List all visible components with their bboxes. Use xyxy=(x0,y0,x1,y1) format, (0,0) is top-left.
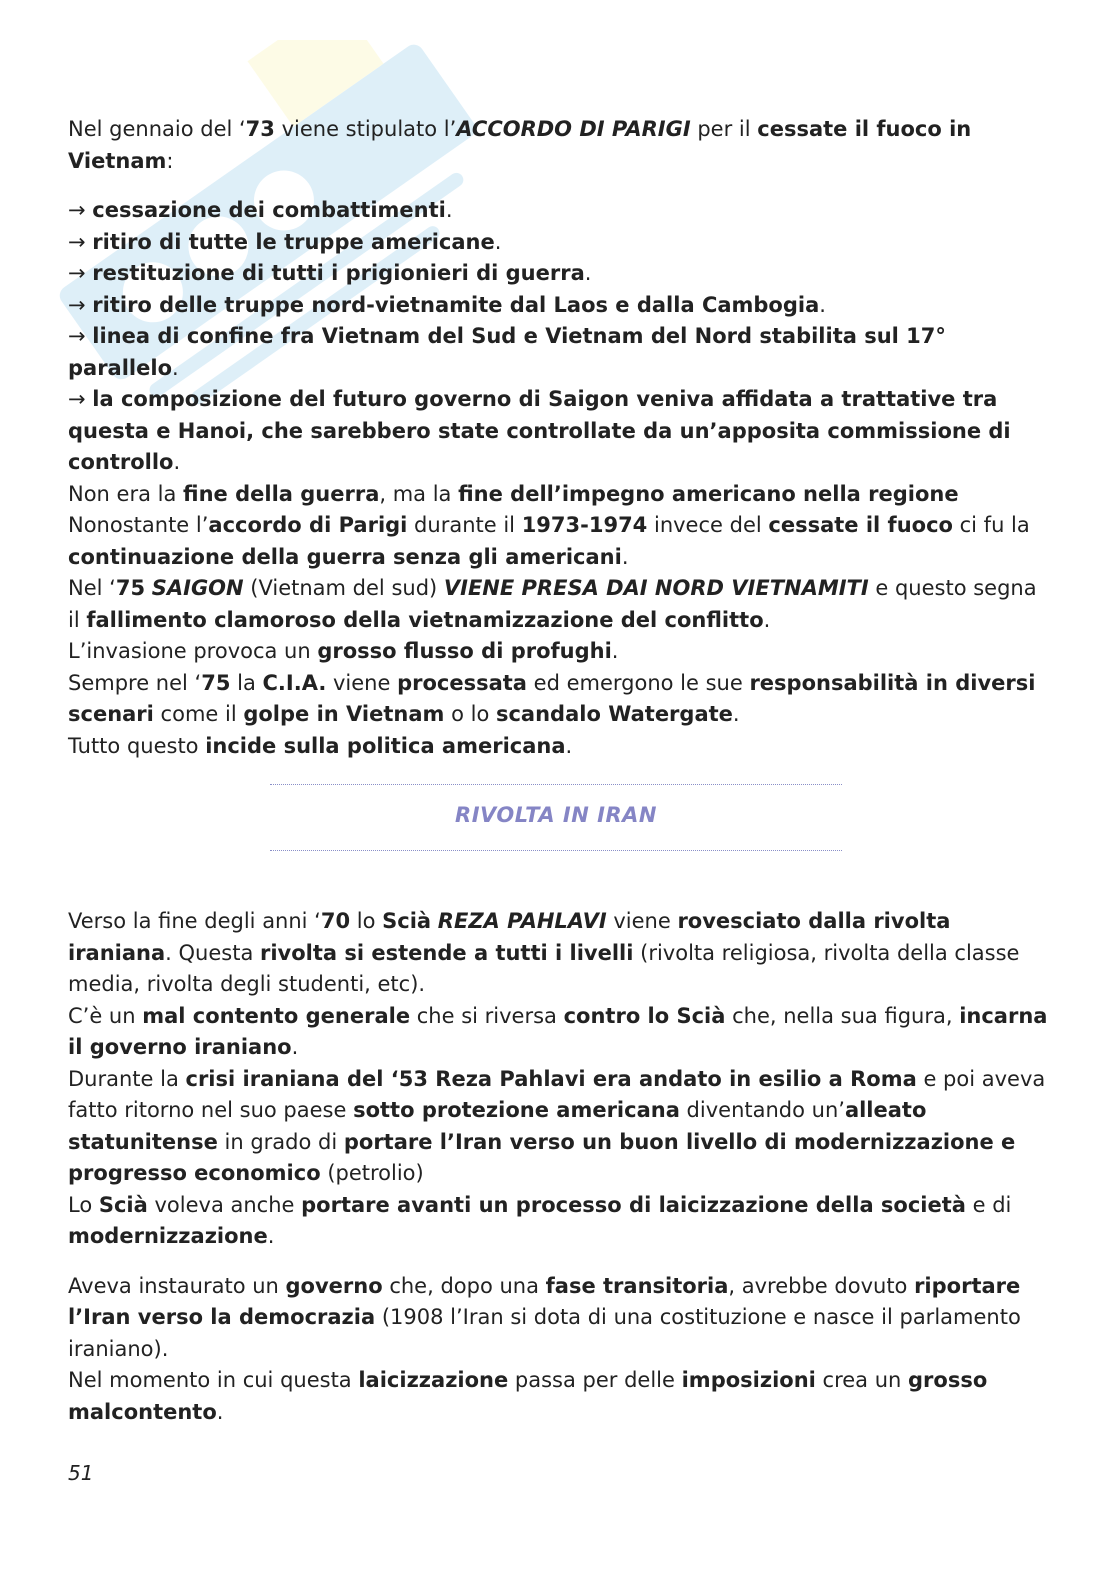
bullet-item: → linea di confine fra Vietnam del Sud e Vietnam del Nord stabilita sul 17° parallelo. xyxy=(68,324,946,380)
page-content xyxy=(68,114,1048,1428)
bullet-list xyxy=(68,195,1048,479)
bullet-item: → restituzione di tutti i prigionieri di guerra. xyxy=(68,261,592,285)
bullet-item: → la composizione del futuro governo di Saigon veniva affidata a trattative tra questa e Hanoi, che sarebbero state controllate da un’apposita commissione di controllo. xyxy=(68,387,1011,474)
paragraph-malcontento: Nel momento in cui questa laicizzazione passa per delle imposizioni crea un grosso malcontento. xyxy=(68,1368,988,1424)
bullet-item: → ritiro delle truppe nord-vietnamite dal Laos e dalla Cambogia. xyxy=(68,292,826,317)
paragraph-invasione: L’invasione provoca un grosso flusso di profughi. xyxy=(68,639,619,663)
bullet-item: → ritiro di tutte le truppe americane. xyxy=(68,229,502,254)
paragraph-saigon: Nel ‘75 SAIGON (Vietnam del sud) VIENE PRESA DAI NORD VIETNAMITI e questo segna il fallimento clamoroso della vietnamizzazione del conflitto. xyxy=(68,576,1037,632)
paragraph-cia: Sempre nel ‘75 la C.I.A. viene processata ed emergono le sue responsabilità in diversi scenari come il golpe in Vietnam o lo scandalo Watergate. xyxy=(68,670,1036,726)
section-title: RIVOLTA IN IRAN xyxy=(455,803,657,827)
section-heading-block xyxy=(68,778,1048,906)
paragraph-verso-fine: Verso la fine degli anni ‘70 lo Scià REZA PAHLAVI viene rovesciato dalla rivolta iraniana. Questa rivolta si estende a tutti i livelli (rivolta religiosa, rivolta della classe media, rivolta degli studenti, etc). xyxy=(68,909,1020,996)
paragraph-governo-democrazia: Aveva instaurato un governo che, dopo una fase transitoria, avrebbe dovuto riportare l’Iran verso la democrazia (1908 l’Iran si dota di una costituzione e nasce il parlamento iraniano). xyxy=(68,1273,1021,1361)
dotted-divider-bottom xyxy=(270,850,842,851)
dotted-divider-top xyxy=(270,784,842,785)
paragraph-scia-laicizzazione: Lo Scià voleva anche portare avanti un processo di laicizzazione della società e di modernizzazione. xyxy=(68,1192,1012,1248)
page-number: 51 xyxy=(68,1461,94,1485)
bullet-item: → cessazione dei combattimenti. xyxy=(68,198,453,222)
paragraph-mal-contento: C’è un mal contento generale che si riversa contro lo Scià che, nella sua figura, incarna il governo iraniano. xyxy=(68,1003,1048,1059)
paragraph-fine-guerra: Non era la fine della guerra, ma la fine dell’impegno americano nella regione xyxy=(68,481,959,506)
paragraph-tutto-questo: Tutto questo incide sulla politica americana. xyxy=(68,733,573,758)
paragraph-nonostante: Nonostante l’accordo di Parigi durante il 1973-1974 invece del cessate il fuoco ci fu la continuazione della guerra senza gli americani. xyxy=(68,513,1030,569)
paragraph-durante-crisi: Durante la crisi iraniana del ‘53 Reza Pahlavi era andato in esilio a Roma e poi aveva fatto ritorno nel suo paese sotto protezione americana diventando un’alleato statunitense in grado di portare l’Iran verso un buon livello di modernizzazione e progresso economico (petrolio) xyxy=(68,1066,1046,1185)
intro-paragraph: Nel gennaio del ‘73 viene stipulato l’ACCORDO DI PARIGI per il cessate il fuoco in Vietnam: xyxy=(68,117,972,173)
